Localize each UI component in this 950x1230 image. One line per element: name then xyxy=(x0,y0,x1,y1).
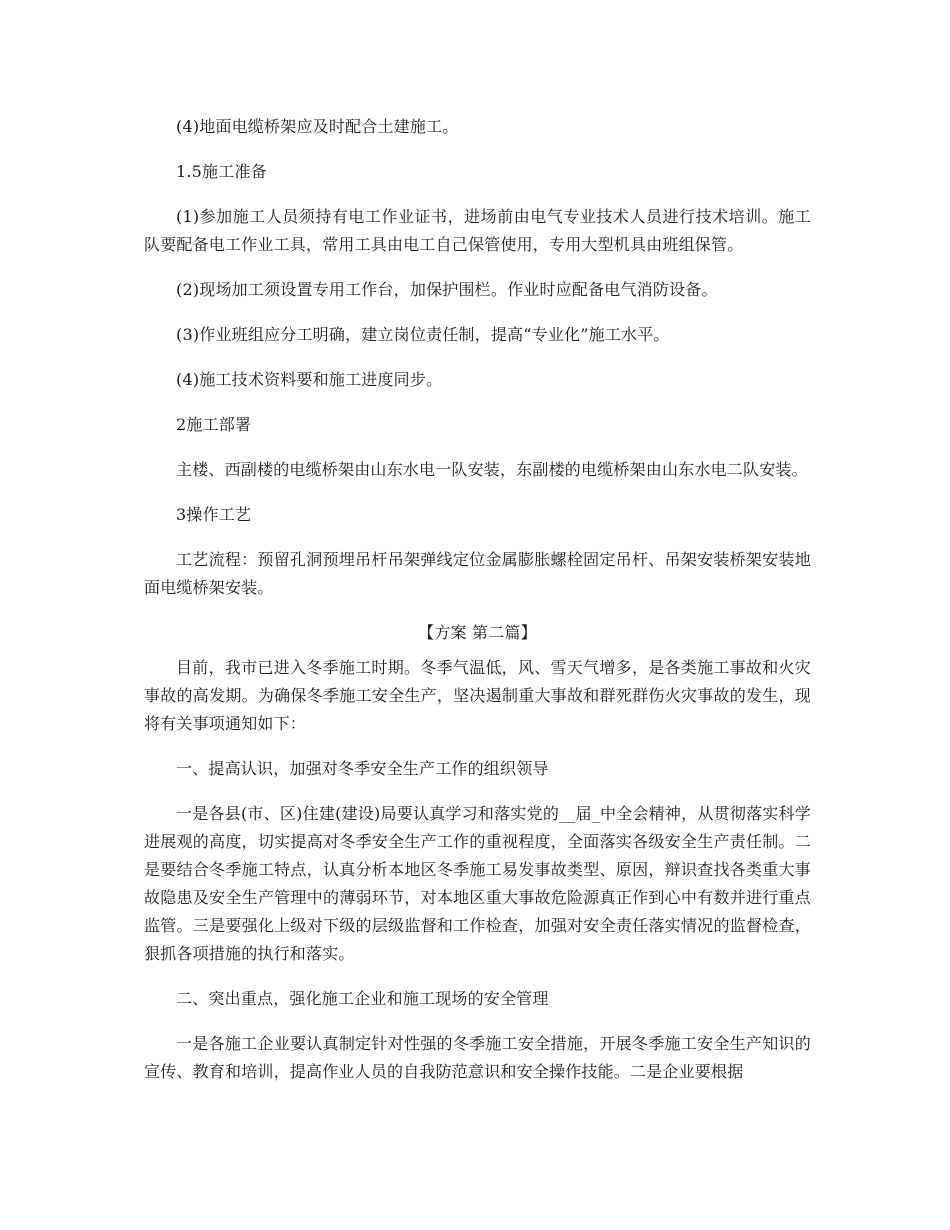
subsection-heading: 一、提高认识，加强对冬季安全生产工作的组织领导 xyxy=(176,759,549,778)
paragraph: (2)现场加工须设置专用工作台，加保护围栏。作业时应配备电气消防设备。 xyxy=(176,280,718,299)
section-number-heading: 1.5施工准备 xyxy=(176,162,267,181)
paragraph: (3)作业班组应分工明确，建立岗位责任制，提高“专业化”施工水平。 xyxy=(176,325,670,344)
paragraph: 一是各县(市、区)住建(建设)局要认真学习和落实党的__届_中全会精神，从贯彻落实科学进展观的高度，切实提高对冬季安全生产工作的重视程度，全面落实各级安全生产责任制。二是要结合冬季施工特点，认真分析本地区冬季施工易发事故类型、原因，辩识查找各类重大事故隐患及安全生产管理中的薄弱环节，对本地区重大事故危险源真正作到心中有数并进行重点监管。三是要强化上级对下级的层级监督和工作检查，加强对安全责任落实情况的监督检查，狠抓各项措施的执行和落实。 xyxy=(144,804,811,963)
document-body xyxy=(144,113,811,1086)
paragraph: (4)施工技术资料要和施工进度同步。 xyxy=(176,370,443,389)
section-number-heading: 2施工部署 xyxy=(176,415,252,434)
paragraph: 主楼、西副楼的电缆桥架由山东水电一队安装，东副楼的电缆桥架由山东水电二队安装。 xyxy=(176,460,808,479)
section-number-heading: 3操作工艺 xyxy=(176,505,252,524)
paragraph: 工艺流程：预留孔洞预埋吊杆吊架弹线定位金属膨胀螺栓固定吊杆、吊架安装桥架安装地面电缆桥架安装。 xyxy=(144,550,811,597)
subsection-heading: 二、突出重点，强化施工企业和施工现场的安全管理 xyxy=(176,989,549,1008)
paragraph: 目前，我市已进入冬季施工时期。冬季气温低，风、雪天气增多，是各类施工事故和火灾事故的高发期。为确保冬季施工安全生产，坚决遏制重大事故和群死群伤火灾事故的发生，现将有关事项通知如下： xyxy=(144,658,811,733)
section-title: 【方案 第二篇】 xyxy=(418,623,537,642)
paragraph: (4)地面电缆桥架应及时配合土建施工。 xyxy=(176,117,459,136)
paragraph: 一是各施工企业要认真制定针对性强的冬季施工安全措施，开展冬季施工安全生产知识的宣传、教育和培训，提高作业人员的自我防范意识和安全操作技能。二是企业要根据 xyxy=(144,1034,811,1081)
paragraph: (1)参加施工人员须持有电工作业证书，进场前由电气专业技术人员进行技术培训。施工队要配备电工作业工具，常用工具由电工自己保管使用，专用大型机具由班组保管。 xyxy=(144,207,811,254)
